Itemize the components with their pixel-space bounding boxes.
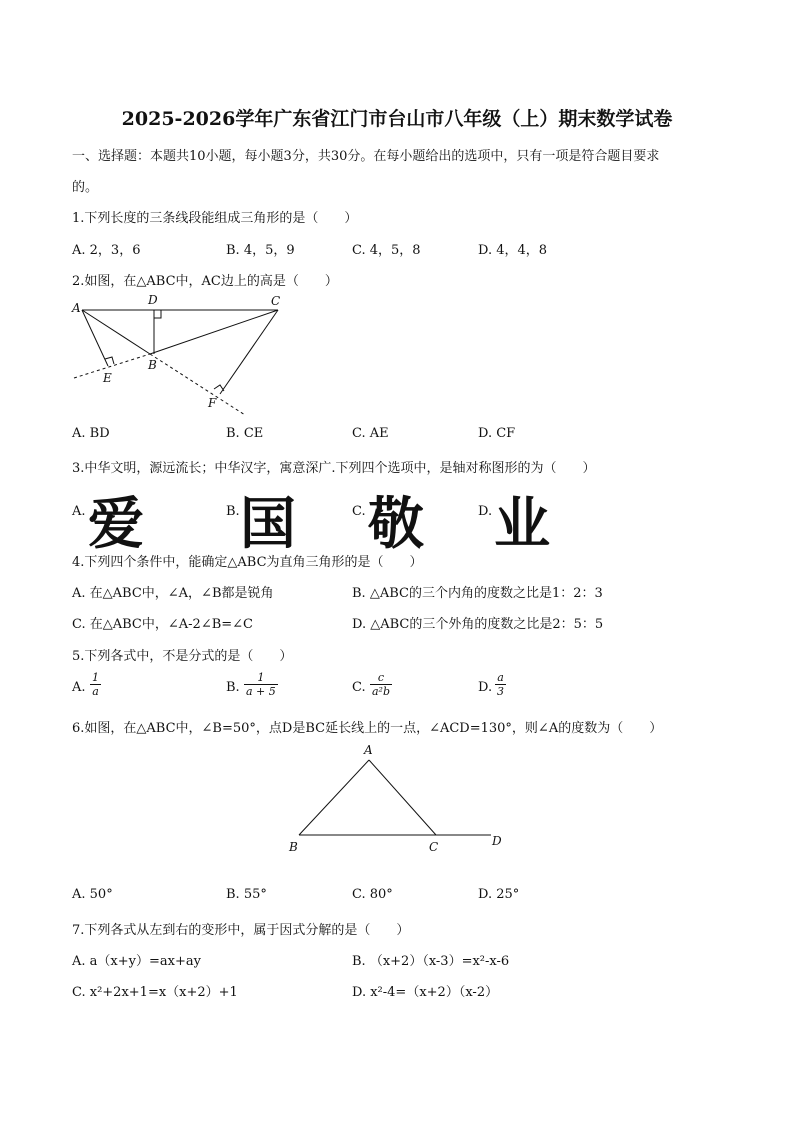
q2-extension-bf <box>150 354 245 415</box>
q3-char-guo: 国 <box>240 492 296 557</box>
q5-fraction-c-den: a²b <box>372 685 391 698</box>
q6-option-a: A. 50° <box>72 887 113 902</box>
q4-option-b: B. △ABC的三个内角的度数之比是1：2：3 <box>352 586 603 601</box>
q6-figure <box>280 740 510 855</box>
q5-option-d-label: D. <box>478 680 493 695</box>
q6-segment-ac <box>369 760 436 835</box>
q5-fraction-d <box>495 671 506 698</box>
q5-option-a-label: A. <box>72 680 86 695</box>
q5-fraction-a-num: 1 <box>92 671 99 684</box>
section-instruction-cont: 的。 <box>72 180 99 195</box>
q5-fraction-a-den: a <box>92 685 99 698</box>
q1-option-b: B. 4，5，9 <box>226 243 295 258</box>
q2-label-a: A <box>72 301 81 315</box>
q1-option-a: A. 2，3，6 <box>72 243 141 258</box>
question-5: 5.下列各式中，不是分式的是（ ） <box>72 649 293 664</box>
q3-char-ye: 业 <box>494 492 550 557</box>
q6-option-b: B. 55° <box>226 887 267 902</box>
section-instruction: 一、选择题：本题共10小题，每小题3分，共30分。在每小题给出的选项中，只有一项是符合题目要求 <box>72 149 660 164</box>
q2-segment-cf <box>220 310 278 394</box>
q7-option-a: A. a（x+y）=ax+ay <box>72 954 201 969</box>
question-3: 3.中华文明，源远流长；中华汉字，寓意深广.下列四个选项中，是轴对称图形的为（ ） <box>72 461 596 476</box>
q3-option-b-label: B. <box>226 504 240 519</box>
q2-label-c: C <box>271 294 281 308</box>
q6-option-d: D. 25° <box>478 887 520 902</box>
q2-label-f: F <box>208 396 217 410</box>
q5-fraction-c-num: c <box>370 671 392 685</box>
q2-label-d: D <box>148 293 158 307</box>
q7-option-b: B. （x+2）（x-3）=x²-x-6 <box>352 954 510 969</box>
q2-figure <box>60 290 281 415</box>
q5-fraction-a <box>90 671 101 698</box>
q5-fraction-c <box>370 671 392 698</box>
q5-fraction-b-num: 1 <box>244 671 278 685</box>
q2-option-b: B. CE <box>226 426 264 441</box>
q2-option-d: D. CF <box>478 426 516 441</box>
q6-label-c: C <box>429 840 439 854</box>
question-7: 7.下列各式从左到右的变形中，属于因式分解的是（ ） <box>72 923 410 938</box>
q5-fraction-b <box>244 671 278 698</box>
q3-option-a-label: A. <box>72 504 86 519</box>
page-title: 2025-2026学年广东省江门市台山市八年级（上）期末数学试卷 <box>121 108 673 130</box>
q6-label-a: A <box>364 743 373 757</box>
q2-segment-bc <box>150 310 278 354</box>
q4-option-d: D. △ABC的三个外角的度数之比是2：5：5 <box>352 617 604 632</box>
question-1: 1.下列长度的三条线段能组成三角形的是（ ） <box>72 211 358 226</box>
q3-option-d-label: D. <box>478 504 493 519</box>
q2-label-b: B <box>148 358 157 372</box>
q1-option-c: C. 4，5，8 <box>352 243 421 258</box>
q2-option-c: C. AE <box>352 426 389 441</box>
q4-option-a: A. 在△ABC中，∠A，∠B都是锐角 <box>72 586 274 601</box>
question-2: 2.如图，在△ABC中，AC边上的高是（ ） <box>72 274 338 289</box>
question-6: 6.如图，在△ABC中，∠B=50°，点D是BC延长线上的一点，∠ACD=130°，则∠A的度数为（ ） <box>72 721 663 736</box>
q5-fraction-d-num: a <box>495 671 506 685</box>
q5-option-c-label: C. <box>352 680 366 695</box>
q3-char-ai: 爱 <box>88 492 144 557</box>
q6-option-c: C. 80° <box>352 887 393 902</box>
q3-char-jing: 敬 <box>368 492 424 557</box>
q5-option-b-label: B. <box>226 680 240 695</box>
q6-segment-ab <box>299 760 369 835</box>
q2-option-a: A. BD <box>72 426 110 441</box>
q1-option-d: D. 4，4，8 <box>478 243 548 258</box>
q2-right-angle-d <box>154 310 161 318</box>
q5-fraction-b-den: a + 5 <box>246 685 276 698</box>
question-4: 4.下列四个条件中，能确定△ABC为直角三角形的是（ ） <box>72 555 423 570</box>
q3-option-c-label: C. <box>352 504 366 519</box>
q6-label-b: B <box>289 840 298 854</box>
q2-label-e: E <box>103 371 112 385</box>
q5-fraction-d-den: 3 <box>497 685 504 698</box>
q6-label-d: D <box>492 834 502 848</box>
q7-option-d: D. x²-4=（x+2）（x-2） <box>352 985 499 1000</box>
q7-option-c: C. x²+2x+1=x（x+2）+1 <box>72 985 238 1000</box>
q4-option-c: C. 在△ABC中，∠A-2∠B=∠C <box>72 617 253 632</box>
